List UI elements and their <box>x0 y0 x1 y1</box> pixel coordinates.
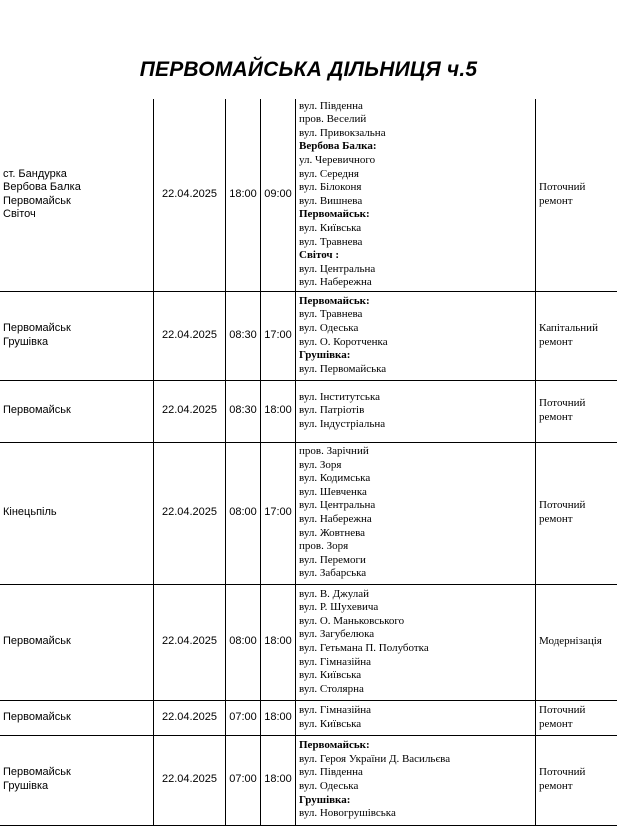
table-row <box>0 442 617 584</box>
locality-cell <box>0 584 154 700</box>
start-time-cell: 07:00 <box>226 700 261 735</box>
street-item: вул. Столярна <box>299 683 532 697</box>
work-type-cell <box>536 291 617 380</box>
work-type-text: ремонт <box>539 195 616 209</box>
locality-cell <box>0 99 154 291</box>
locality-heading: Первомайськ: <box>299 739 532 753</box>
street-item: вул. Травнева <box>299 236 532 250</box>
date-cell: 22.04.2025 <box>154 584 226 700</box>
locality-name: Кінецьпіль <box>3 506 150 520</box>
end-time-cell: 09:00 <box>261 99 296 291</box>
work-type-cell <box>536 735 617 825</box>
work-type-text: Поточний <box>539 766 616 780</box>
work-type-text: Капітальний <box>539 322 616 336</box>
locality-name: Грушівка <box>3 336 150 350</box>
end-time-cell: 18:00 <box>261 584 296 700</box>
street-item: вул. Центральна <box>299 499 532 513</box>
locality-heading: Грушівка: <box>299 349 532 363</box>
start-time-cell: 08:00 <box>226 584 261 700</box>
locality-cell <box>0 700 154 735</box>
date-cell: 22.04.2025 <box>154 735 226 825</box>
locality-cell <box>0 291 154 380</box>
locality-name: Первомайськ <box>3 635 150 649</box>
street-item: вул. Київська <box>299 669 532 683</box>
start-time-cell: 18:00 <box>226 99 261 291</box>
work-type-text: Поточний <box>539 499 616 513</box>
locality-heading: Первомайськ: <box>299 208 532 222</box>
work-type-text: ремонт <box>539 513 616 527</box>
table-row <box>0 99 617 291</box>
date-cell: 22.04.2025 <box>154 291 226 380</box>
street-item: вул. Забарська <box>299 567 532 581</box>
locality-name: Первомайськ <box>3 195 150 209</box>
locality-heading: Первомайськ: <box>299 295 532 309</box>
date-cell: 22.04.2025 <box>154 442 226 584</box>
start-time-cell: 08:00 <box>226 442 261 584</box>
work-type-cell <box>536 700 617 735</box>
street-item: вул. Середня <box>299 168 532 182</box>
street-item: вул. Травнева <box>299 308 532 322</box>
street-item: пров. Зарічний <box>299 445 532 459</box>
locality-cell <box>0 442 154 584</box>
street-item: вул. О. Коротченка <box>299 336 532 350</box>
end-time-cell: 18:00 <box>261 700 296 735</box>
end-time-cell: 18:00 <box>261 735 296 825</box>
street-item: пров. Зоря <box>299 540 532 554</box>
work-type-text: ремонт <box>539 780 616 794</box>
start-time-cell: 08:30 <box>226 380 261 442</box>
page-title: ПЕРВОМАЙСЬКА ДІЛЬНИЦЯ ч.5 <box>0 58 617 82</box>
table-row <box>0 291 617 380</box>
date-cell: 22.04.2025 <box>154 99 226 291</box>
street-item: вул. Первомайська <box>299 363 532 377</box>
locality-heading: Грушівка: <box>299 794 532 808</box>
streets-cell <box>296 735 536 825</box>
street-item: вул. Зоря <box>299 459 532 473</box>
table-row <box>0 735 617 825</box>
table-row <box>0 584 617 700</box>
work-type-text: ремонт <box>539 411 616 425</box>
work-type-text: Поточний <box>539 704 616 718</box>
locality-heading: Вербова Балка: <box>299 140 532 154</box>
work-type-cell <box>536 442 617 584</box>
locality-cell <box>0 735 154 825</box>
locality-name: Грушівка <box>3 780 150 794</box>
street-item: вул. Київська <box>299 222 532 236</box>
street-item: вул. Одеська <box>299 322 532 336</box>
street-item: вул. О. Маньковського <box>299 615 532 629</box>
street-item: вул. Гімназійна <box>299 704 532 718</box>
streets-cell <box>296 99 536 291</box>
street-item: вул. Шевченка <box>299 486 532 500</box>
work-type-text: Поточний <box>539 397 616 411</box>
streets-cell <box>296 700 536 735</box>
work-type-cell <box>536 584 617 700</box>
locality-name: Світоч <box>3 208 150 222</box>
locality-name: ст. Бандурка <box>3 168 150 182</box>
date-cell: 22.04.2025 <box>154 700 226 735</box>
locality-name: Первомайськ <box>3 711 150 725</box>
street-item: вул. Гімназійна <box>299 656 532 670</box>
street-item: вул. Південна <box>299 100 532 114</box>
street-item: вул. Білоконя <box>299 181 532 195</box>
work-type-text: ремонт <box>539 336 616 350</box>
street-item: вул. Р. Шухевича <box>299 601 532 615</box>
street-item: вул. Набережна <box>299 513 532 527</box>
work-type-text: ремонт <box>539 718 616 732</box>
street-item: пров. Веселий <box>299 113 532 127</box>
streets-cell <box>296 291 536 380</box>
street-item: вул. Вишнева <box>299 195 532 209</box>
locality-name: Первомайськ <box>3 766 150 780</box>
street-item: вул. Центральна <box>299 263 532 277</box>
street-item: вул. Київська <box>299 718 532 732</box>
street-item: вул. Патріотів <box>299 404 532 418</box>
street-item: вул. Південна <box>299 766 532 780</box>
end-time-cell: 17:00 <box>261 442 296 584</box>
street-item: вул. Перемоги <box>299 554 532 568</box>
street-item: вул. Гетьмана П. Полуботка <box>299 642 532 656</box>
streets-cell <box>296 442 536 584</box>
schedule-body <box>0 99 617 825</box>
streets-cell <box>296 584 536 700</box>
outage-schedule-table <box>0 99 617 826</box>
street-item: вул. В. Джулай <box>299 588 532 602</box>
end-time-cell: 18:00 <box>261 380 296 442</box>
date-cell: 22.04.2025 <box>154 380 226 442</box>
street-item: вул. Загубелюка <box>299 628 532 642</box>
locality-name: Вербова Балка <box>3 181 150 195</box>
street-item: вул. Інститутська <box>299 391 532 405</box>
street-item: вул. Індустріальна <box>299 418 532 432</box>
locality-name: Первомайськ <box>3 322 150 336</box>
street-item: вул. Новогрушівська <box>299 807 532 821</box>
table-row <box>0 700 617 735</box>
street-item: вул. Жовтнева <box>299 527 532 541</box>
work-type-text: Поточний <box>539 181 616 195</box>
street-item: ул. Черевичного <box>299 154 532 168</box>
start-time-cell: 07:00 <box>226 735 261 825</box>
work-type-cell <box>536 380 617 442</box>
locality-heading: Світоч : <box>299 249 532 263</box>
table-row <box>0 380 617 442</box>
end-time-cell: 17:00 <box>261 291 296 380</box>
street-item: вул. Кодимська <box>299 472 532 486</box>
streets-cell <box>296 380 536 442</box>
locality-cell <box>0 380 154 442</box>
street-item: вул. Героя України Д. Васильєва <box>299 753 532 767</box>
start-time-cell: 08:30 <box>226 291 261 380</box>
work-type-text: Модернізація <box>539 635 616 649</box>
street-item: вул. Набережна <box>299 276 532 290</box>
street-item: вул. Одеська <box>299 780 532 794</box>
street-item: вул. Привокзальна <box>299 127 532 141</box>
locality-name: Первомайськ <box>3 404 150 418</box>
work-type-cell <box>536 99 617 291</box>
